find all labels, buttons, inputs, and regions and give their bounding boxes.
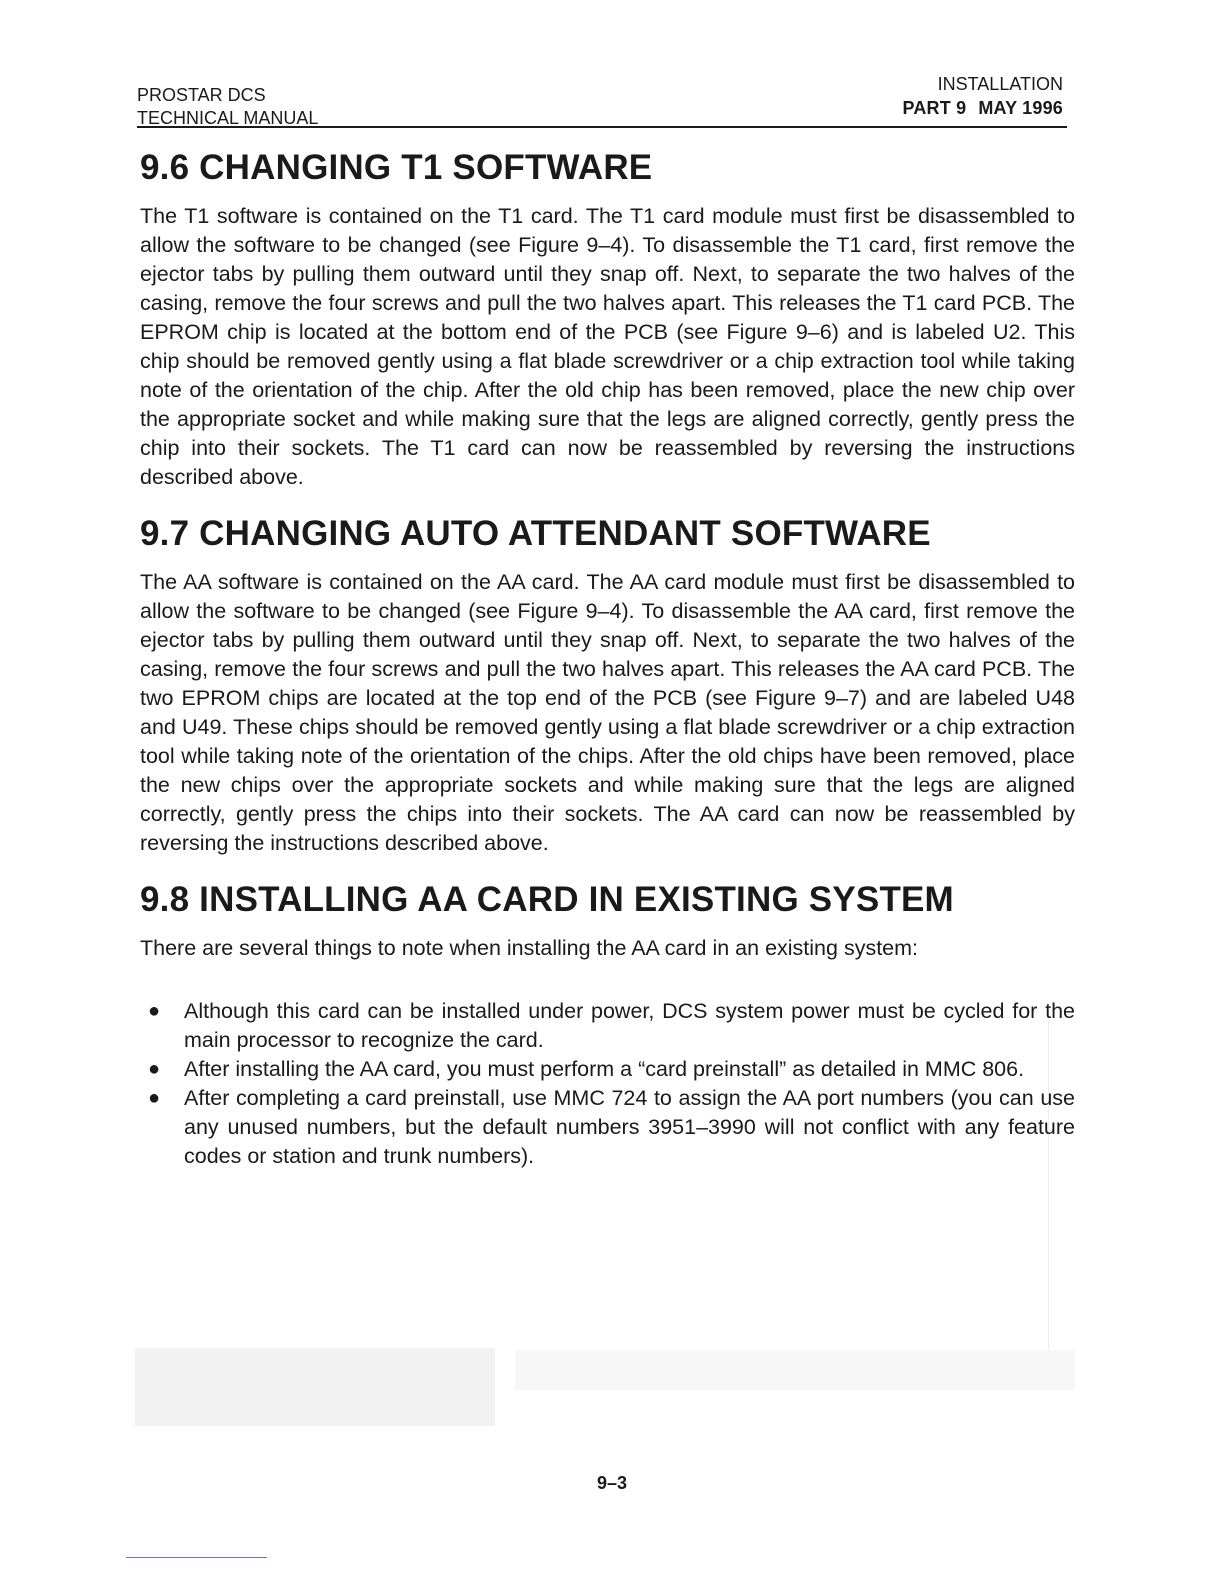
bleed-through-artifact [135, 1348, 495, 1426]
section-9-7 [140, 514, 1075, 858]
bullet-icon: ● [148, 1000, 161, 1022]
list-item-text: After installing the AA card, you must perform a “card preinstall” as detailed in MMC 806. [184, 1057, 1025, 1081]
footer-rule [126, 1557, 267, 1558]
page-number: 9–3 [596, 1473, 628, 1493]
header-right [902, 72, 1063, 120]
list-item-text: Although this card can be installed under power, DCS system power must be cycled for the main processor to recognize the card. [184, 999, 1075, 1052]
header-chapter: INSTALLATION [937, 74, 1063, 94]
header-part-date [902, 96, 1063, 120]
header-manual: TECHNICAL MANUAL [137, 108, 319, 128]
list-item [140, 997, 1075, 1055]
section-body: The T1 software is contained on the T1 card. The T1 card module must first be disassembled to allow the software to be changed (see Figure 9–4). To disassemble the T1 card, first remove the ejector tabs by pulling them outward until they snap off. Next, to separate the two halves of the casing, remove the four screws and pull the two halves apart. This releases the T1 card PCB. The EPROM chip is located at the bottom end of the PCB (see Figure 9–6) and is labeled U2. This chip should be removed gently using a flat blade screwdriver or a chip extraction tool while taking note of the orientation of the chip. After the old chip has been removed, place the new chip over the appropriate socket and while making sure that the legs are aligned correctly, gently press the chip into their sockets. The T1 card can now be reassembled by reversing the instructions described above. [140, 204, 1075, 489]
header-date: MAY 1996 [978, 98, 1063, 118]
bullet-icon: ● [148, 1087, 161, 1109]
section-title: 9.7 CHANGING AUTO ATTENDANT SOFTWARE [140, 514, 931, 553]
header-product: PROSTAR DCS [137, 85, 266, 105]
list-item-text: After completing a card preinstall, use MMC 724 to assign the AA port numbers (you can use any unused numbers, but the default numbers 3951–3990 will not conflict with any feature codes or station and trunk numbers). [184, 1086, 1075, 1168]
header-part: PART 9 [902, 98, 967, 118]
list-item [140, 1055, 1075, 1084]
section-9-6 [140, 148, 1075, 492]
bullet-icon: ● [148, 1058, 161, 1080]
page-content [140, 148, 1075, 1193]
list-item [140, 1084, 1075, 1171]
bleed-through-artifact-2 [515, 1350, 1075, 1390]
section-title: 9.8 INSTALLING AA CARD IN EXISTING SYSTEM [140, 880, 954, 919]
bullet-list [140, 997, 1075, 1171]
section-title: 9.6 CHANGING T1 SOFTWARE [140, 148, 653, 187]
section-body: The AA software is contained on the AA card. The AA card module must first be disassembled to allow the software to be changed (see Figure 9–4). To disassemble the AA card, first remove the ejector tabs by pulling them outward until they snap off. Next, to separate the two halves of the casing, remove the four screws and pull the two halves apart. This releases the AA card PCB. The two EPROM chips are located at the top end of the PCB (see Figure 9–7) and are labeled U48 and U49. These chips should be removed gently using a flat blade screwdriver or a chip extraction tool while taking note of the orientation of the chips. After the old chips have been removed, place the new chips over the appropriate sockets and while making sure that the legs are aligned correctly, gently press the chips into their sockets. The AA card can now be reassembled by reversing the instructions described above. [140, 570, 1075, 855]
section-intro: There are several things to note when installing the AA card in an existing system: [140, 936, 919, 960]
header-left [137, 84, 318, 130]
page-header [137, 70, 1067, 128]
section-9-8 [140, 880, 1075, 1171]
